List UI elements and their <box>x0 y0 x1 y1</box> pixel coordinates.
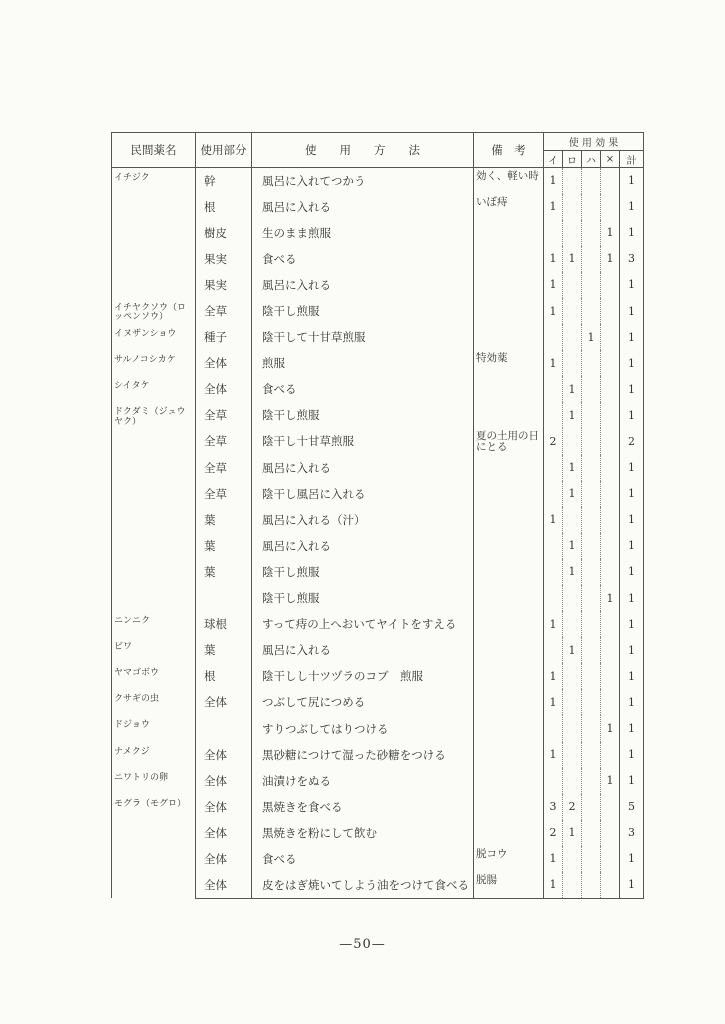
effect-ro <box>563 220 582 246</box>
effect-ro <box>563 350 582 376</box>
effect-x: 1 <box>601 246 620 272</box>
effect-i: 1 <box>544 168 563 194</box>
remark <box>474 611 544 637</box>
remark <box>474 455 544 481</box>
effect-i <box>544 402 563 428</box>
effect-x <box>601 455 620 481</box>
usage-method: 陰干し煎服 <box>252 585 474 611</box>
part-used: 種子 <box>196 324 252 350</box>
remark <box>474 742 544 768</box>
part-used: 樹皮 <box>196 220 252 246</box>
effect-ro: 1 <box>563 402 582 428</box>
remark <box>474 533 544 559</box>
effect-total: 1 <box>620 402 644 428</box>
remark: 夏の土用の日にとる <box>474 428 544 454</box>
effect-x <box>601 428 620 454</box>
remark <box>474 820 544 846</box>
effect-total: 1 <box>620 507 644 533</box>
part-used: 幹 <box>196 168 252 194</box>
drug-name: イチジク <box>112 168 196 298</box>
effect-i: 1 <box>544 246 563 272</box>
effect-ro <box>563 663 582 689</box>
effect-ha: 1 <box>582 324 601 350</box>
effect-ro <box>563 715 582 741</box>
effect-ha <box>582 455 601 481</box>
effect-x <box>601 637 620 663</box>
remark <box>474 585 544 611</box>
remark <box>474 298 544 324</box>
part-used: 全体 <box>196 872 252 898</box>
effect-ro <box>563 689 582 715</box>
effect-ha <box>582 611 601 637</box>
usage-method: 陰干しし十ツヅラのコブ 煎服 <box>252 663 474 689</box>
part-used: 全体 <box>196 794 252 820</box>
effect-ha <box>582 715 601 741</box>
effect-total: 1 <box>620 585 644 611</box>
remark <box>474 663 544 689</box>
effect-x <box>601 533 620 559</box>
effect-total: 1 <box>620 637 644 663</box>
usage-method: つぶして尻につめる <box>252 689 474 715</box>
effect-total: 1 <box>620 715 644 741</box>
effect-i: 2 <box>544 428 563 454</box>
effect-total: 1 <box>620 689 644 715</box>
effect-total: 1 <box>620 350 644 376</box>
effect-i: 1 <box>544 611 563 637</box>
usage-method: 煎服 <box>252 350 474 376</box>
table-row <box>112 376 644 402</box>
part-used: 全体 <box>196 820 252 846</box>
effect-ha <box>582 559 601 585</box>
usage-method: 黒砂糖につけて湿った砂糖をつける <box>252 742 474 768</box>
effect-ro <box>563 768 582 794</box>
effect-ha <box>582 742 601 768</box>
effect-total: 1 <box>620 481 644 507</box>
remark <box>474 402 544 428</box>
part-used <box>196 715 252 741</box>
part-used: 葉 <box>196 507 252 533</box>
remark <box>474 481 544 507</box>
remark <box>474 220 544 246</box>
effect-i: 1 <box>544 663 563 689</box>
drug-name: ビワ <box>112 637 196 663</box>
usage-method: 油漬けをぬる <box>252 768 474 794</box>
effect-i <box>544 376 563 402</box>
part-used: 全体 <box>196 768 252 794</box>
table-row <box>112 324 644 350</box>
usage-method: 陰干し煎服 <box>252 559 474 585</box>
effect-ro <box>563 585 582 611</box>
usage-method: 陰干し煎服 <box>252 298 474 324</box>
remark: 効く、軽い時 <box>474 168 544 194</box>
usage-method: すりつぶしてはりつける <box>252 715 474 741</box>
effect-i: 2 <box>544 820 563 846</box>
effect-total: 5 <box>620 794 644 820</box>
effect-ha <box>582 689 601 715</box>
part-used: 全草 <box>196 428 252 454</box>
header-part: 使用部分 <box>196 133 252 168</box>
part-used: 全草 <box>196 402 252 428</box>
effect-i: 1 <box>544 507 563 533</box>
drug-name: モグラ（モグロ） <box>112 794 196 898</box>
effect-ha <box>582 846 601 872</box>
effect-total: 1 <box>620 768 644 794</box>
effect-ro <box>563 846 582 872</box>
remark: 脱コウ <box>474 846 544 872</box>
effect-ro: 1 <box>563 637 582 663</box>
remark <box>474 689 544 715</box>
part-used: 全体 <box>196 742 252 768</box>
effect-ha <box>582 350 601 376</box>
effect-total: 1 <box>620 872 644 898</box>
remark <box>474 272 544 298</box>
remark <box>474 507 544 533</box>
effect-x <box>601 350 620 376</box>
usage-method: 陰干して十甘草煎服 <box>252 324 474 350</box>
part-used: 全体 <box>196 350 252 376</box>
part-used <box>196 585 252 611</box>
remark: 特効薬 <box>474 350 544 376</box>
effect-i: 1 <box>544 846 563 872</box>
effect-total: 1 <box>620 298 644 324</box>
usage-method: 黒焼きを粉にして飲む <box>252 820 474 846</box>
drug-name: ナメクジ <box>112 742 196 768</box>
remedy-table <box>111 132 644 899</box>
table-row <box>112 298 644 324</box>
usage-method: 風呂に入れる <box>252 455 474 481</box>
usage-method: 陰干し風呂に入れる <box>252 481 474 507</box>
effect-i: 1 <box>544 872 563 898</box>
effect-x: 1 <box>601 715 620 741</box>
effect-total: 3 <box>620 246 644 272</box>
effect-ro <box>563 611 582 637</box>
part-used: 全草 <box>196 298 252 324</box>
remark <box>474 559 544 585</box>
effect-ha <box>582 376 601 402</box>
table-row <box>112 663 644 689</box>
remark <box>474 637 544 663</box>
header-effect-group: 使 用 効 果 <box>544 133 644 151</box>
effect-x <box>601 272 620 298</box>
effect-x: 1 <box>601 220 620 246</box>
effect-i: 1 <box>544 689 563 715</box>
effect-total: 1 <box>620 376 644 402</box>
drug-name: ニンニク <box>112 611 196 637</box>
table-row <box>112 402 644 428</box>
effect-ha <box>582 872 601 898</box>
effect-total: 1 <box>620 455 644 481</box>
part-used: 球根 <box>196 611 252 637</box>
part-used: 根 <box>196 663 252 689</box>
table-row <box>112 715 644 741</box>
effect-ro: 1 <box>563 376 582 402</box>
remark <box>474 324 544 350</box>
header-effect-ha: ハ <box>582 151 601 168</box>
effect-ro: 2 <box>563 794 582 820</box>
effect-x <box>601 794 620 820</box>
usage-method: 皮をはぎ焼いてしよう油をつけて食べる <box>252 872 474 898</box>
table-row <box>112 350 644 376</box>
effect-total: 1 <box>620 533 644 559</box>
drug-name: イヌザンショウ <box>112 324 196 350</box>
effect-ha <box>582 663 601 689</box>
effect-total: 1 <box>620 663 644 689</box>
effect-i <box>544 455 563 481</box>
effect-i: 1 <box>544 742 563 768</box>
effect-x <box>601 742 620 768</box>
effect-i: 1 <box>544 350 563 376</box>
effect-x <box>601 872 620 898</box>
header-effect-total: 計 <box>620 151 644 168</box>
remark <box>474 768 544 794</box>
effect-ro: 1 <box>563 559 582 585</box>
usage-method: 陰干し十甘草煎服 <box>252 428 474 454</box>
effect-i <box>544 324 563 350</box>
effect-total: 1 <box>620 559 644 585</box>
effect-ro <box>563 428 582 454</box>
effect-i <box>544 585 563 611</box>
effect-total: 1 <box>620 168 644 194</box>
effect-i: 3 <box>544 794 563 820</box>
effect-ha <box>582 768 601 794</box>
remark <box>474 794 544 820</box>
usage-method: 風呂に入れる <box>252 533 474 559</box>
effect-total: 1 <box>620 194 644 220</box>
table-row <box>112 689 644 715</box>
effect-ro: 1 <box>563 481 582 507</box>
effect-x <box>601 194 620 220</box>
effect-total: 1 <box>620 272 644 298</box>
effect-i <box>544 715 563 741</box>
effect-i: 1 <box>544 298 563 324</box>
drug-name: サルノコシカケ <box>112 350 196 376</box>
effect-x <box>601 298 620 324</box>
effect-i <box>544 637 563 663</box>
usage-method: 風呂に入れる <box>252 194 474 220</box>
drug-name: ヤマゴボウ <box>112 663 196 689</box>
effect-ha <box>582 507 601 533</box>
header-effect-x: × <box>601 151 620 168</box>
effect-ro <box>563 507 582 533</box>
effect-ha <box>582 820 601 846</box>
header-effect-i: イ <box>544 151 563 168</box>
effect-total: 1 <box>620 846 644 872</box>
drug-name: クサギの虫 <box>112 689 196 715</box>
effect-x <box>601 481 620 507</box>
usage-method: 黒焼きを食べる <box>252 794 474 820</box>
drug-name: シイタケ <box>112 376 196 402</box>
remark: いぼ痔 <box>474 194 544 220</box>
effect-x: 1 <box>601 768 620 794</box>
effect-x <box>601 820 620 846</box>
table-row <box>112 168 644 194</box>
effect-ro: 1 <box>563 820 582 846</box>
effect-ro: 1 <box>563 533 582 559</box>
effect-total: 1 <box>620 611 644 637</box>
effect-i <box>544 559 563 585</box>
effect-total: 2 <box>620 428 644 454</box>
usage-method: 風呂に入れてつかう <box>252 168 474 194</box>
effect-ro: 1 <box>563 455 582 481</box>
effect-i <box>544 768 563 794</box>
effect-ro <box>563 272 582 298</box>
effect-ha <box>582 298 601 324</box>
effect-x <box>601 689 620 715</box>
effect-ro <box>563 742 582 768</box>
usage-method: すって痔の上へおいてヤイトをすえる <box>252 611 474 637</box>
usage-method: 食べる <box>252 846 474 872</box>
effect-ha <box>582 481 601 507</box>
effect-ro: 1 <box>563 246 582 272</box>
effect-x <box>601 846 620 872</box>
effect-x: 1 <box>601 585 620 611</box>
effect-ha <box>582 168 601 194</box>
part-used: 根 <box>196 194 252 220</box>
part-used: 葉 <box>196 533 252 559</box>
effect-ro <box>563 168 582 194</box>
usage-method: 風呂に入れる <box>252 272 474 298</box>
effect-ro <box>563 194 582 220</box>
effect-x <box>601 611 620 637</box>
effect-total: 1 <box>620 742 644 768</box>
part-used: 全体 <box>196 376 252 402</box>
effect-ha <box>582 220 601 246</box>
effect-x <box>601 507 620 533</box>
table-body <box>112 168 644 899</box>
effect-ha <box>582 585 601 611</box>
usage-method: 食べる <box>252 376 474 402</box>
drug-name: ドジョウ <box>112 715 196 741</box>
page-number: —50— <box>339 937 386 952</box>
table-row <box>112 611 644 637</box>
part-used: 全体 <box>196 689 252 715</box>
part-used: 全体 <box>196 846 252 872</box>
table-row <box>112 742 644 768</box>
table-header <box>112 133 644 168</box>
effect-ro <box>563 324 582 350</box>
drug-name: ドクダミ（ジュウヤク） <box>112 402 196 611</box>
effect-x <box>601 168 620 194</box>
header-method: 使 用 方 法 <box>252 133 474 168</box>
effect-ha <box>582 246 601 272</box>
table-row <box>112 794 644 820</box>
usage-method: 生のまま煎服 <box>252 220 474 246</box>
effect-ha <box>582 794 601 820</box>
effect-x <box>601 559 620 585</box>
remark <box>474 246 544 272</box>
part-used: 全草 <box>196 481 252 507</box>
effect-ro <box>563 298 582 324</box>
effect-i <box>544 220 563 246</box>
effect-ha <box>582 272 601 298</box>
part-used: 全草 <box>196 455 252 481</box>
table-row <box>112 768 644 794</box>
usage-method: 陰干し煎服 <box>252 402 474 428</box>
effect-i: 1 <box>544 272 563 298</box>
part-used: 果実 <box>196 246 252 272</box>
effect-x <box>601 376 620 402</box>
drug-name: ニワトリの卵 <box>112 768 196 794</box>
effect-i <box>544 533 563 559</box>
part-used: 葉 <box>196 637 252 663</box>
effect-x <box>601 324 620 350</box>
part-used: 果実 <box>196 272 252 298</box>
effect-total: 3 <box>620 820 644 846</box>
usage-method: 風呂に入れる <box>252 637 474 663</box>
effect-ha <box>582 194 601 220</box>
effect-ha <box>582 533 601 559</box>
effect-total: 1 <box>620 324 644 350</box>
header-name: 民間薬名 <box>112 133 196 168</box>
table-row <box>112 637 644 663</box>
header-effect-ro: ロ <box>563 151 582 168</box>
part-used: 葉 <box>196 559 252 585</box>
usage-method: 食べる <box>252 246 474 272</box>
remark <box>474 715 544 741</box>
effect-ha <box>582 402 601 428</box>
effect-i: 1 <box>544 194 563 220</box>
usage-method: 風呂に入れる（汁） <box>252 507 474 533</box>
effect-ro <box>563 872 582 898</box>
effect-total: 1 <box>620 220 644 246</box>
remark: 脱腸 <box>474 872 544 898</box>
effect-x <box>601 663 620 689</box>
effect-x <box>601 402 620 428</box>
effect-ha <box>582 637 601 663</box>
effect-i <box>544 481 563 507</box>
effect-ha <box>582 428 601 454</box>
drug-name: イチヤクソウ（ロッペンソウ） <box>112 298 196 324</box>
remark <box>474 376 544 402</box>
header-notes: 備 考 <box>474 133 544 168</box>
